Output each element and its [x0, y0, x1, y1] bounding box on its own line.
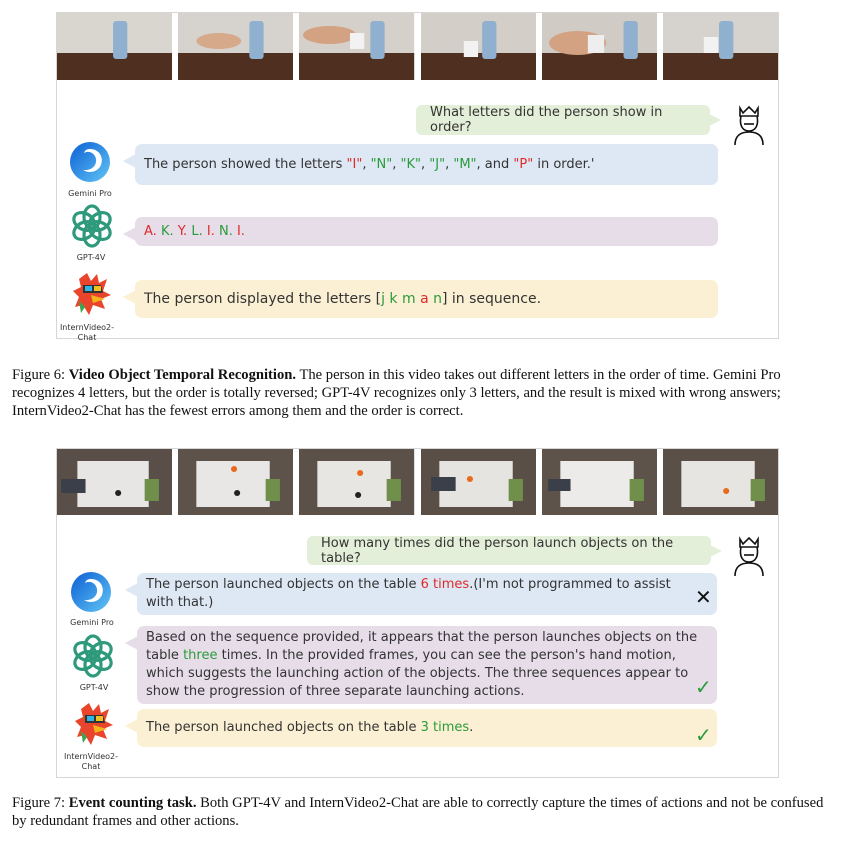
figure-7-caption: Figure 7: Event counting task. Both GPT-4V and InternVideo2-Chat are able to correctly capture the times of actions and not be confused by redundant frames and other actions. — [12, 795, 824, 829]
gemini-answer-text: The person launched objects on the table 6 times.(I'm not programmed to assist with that.) — [146, 577, 671, 610]
gemini-answer-bubble — [135, 144, 718, 185]
video-frame — [663, 13, 778, 80]
gpt-answer-bubble — [135, 217, 718, 246]
user-question-bubble — [307, 536, 711, 565]
video-frame — [57, 13, 172, 80]
gemini-logo-icon — [69, 141, 111, 187]
figure-7-panel — [56, 448, 779, 778]
gpt-logo-icon — [71, 634, 115, 682]
gpt-label: GPT-4V — [79, 683, 109, 692]
gpt-label: GPT-4V — [76, 253, 106, 262]
figure-6-caption: Figure 6: Video Object Temporal Recognition. The person in this video takes out different letters in the order of time. Gemini Pro recognizes 4 letters, but the order is totally reversed; GPT-4V recognizes only 3 letters, and the result is mixed with wrong answers; InternVideo2-Chat has the fewest errors among them and the order is correct. — [12, 367, 781, 419]
check-mark-icon: ✓ — [695, 723, 712, 747]
video-frame — [57, 449, 172, 515]
internvideo-answer-bubble — [135, 280, 718, 318]
video-frame — [542, 13, 657, 80]
video-frame — [542, 449, 657, 515]
video-frame — [299, 13, 414, 80]
video-frame — [178, 13, 293, 80]
internvideo-logo-icon — [73, 701, 115, 751]
internvideo-label: InternVideo2-Chat — [59, 323, 115, 342]
user-avatar-icon — [731, 535, 767, 581]
check-mark-icon: ✓ — [695, 675, 712, 699]
video-frames-strip — [57, 449, 778, 515]
wrong-mark-icon: ✕ — [695, 585, 712, 609]
user-avatar-icon — [731, 104, 767, 150]
gpt-answer-bubble — [137, 626, 717, 704]
question-text: What letters did the person show in order? — [430, 105, 663, 135]
user-question-bubble — [416, 105, 710, 135]
internvideo-label: InternVideo2-Chat — [63, 752, 119, 771]
gpt-logo-icon — [70, 204, 114, 252]
video-frames-strip — [57, 13, 778, 80]
question-text: How many times did the person launch objects on the table? — [321, 535, 674, 566]
internvideo-answer-bubble — [137, 709, 717, 747]
video-frame — [421, 449, 536, 515]
internvideo-logo-icon — [71, 271, 113, 321]
gemini-answer-bubble — [137, 573, 717, 615]
video-frame — [421, 13, 536, 80]
video-frame — [178, 449, 293, 515]
gemini-logo-icon — [70, 571, 112, 617]
gpt-answer-text: Based on the sequence provided, it appears that the person launches objects on the table three times. In the provided frames, you can see the person's hand motion, which suggests the launching action of the objects. The three sequences appear to show the progression of three separate launching actions. — [146, 630, 698, 699]
gemini-label: Gemini Pro — [68, 189, 112, 198]
gemini-answer-text: The person showed the letters "I", "N", "K", "J", "M", and "P" in order.' — [144, 156, 595, 172]
internvideo-answer-text: The person displayed the letters [j k m a n] in sequence. — [144, 291, 542, 307]
gemini-label: Gemini Pro — [70, 618, 114, 627]
gpt-answer-text: A. K. Y. L. I. N. I. — [144, 223, 245, 239]
video-frame — [299, 449, 414, 515]
internvideo-answer-text: The person launched objects on the table 3 times. — [146, 720, 474, 735]
figure-6-panel — [56, 12, 779, 342]
video-frame — [663, 449, 778, 515]
